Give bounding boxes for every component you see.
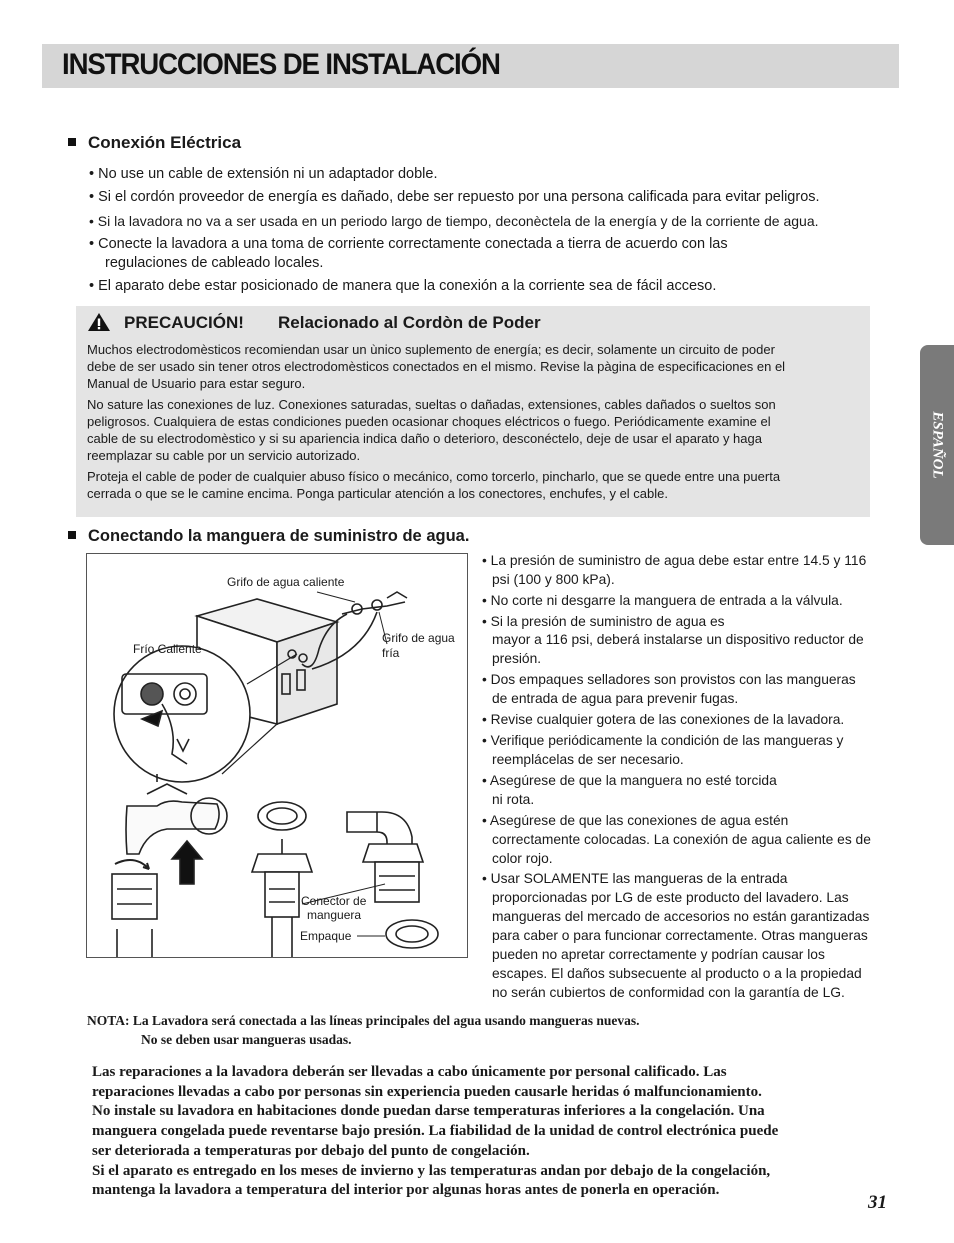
warning-text: mantenga la lavadora a temperatura del interior por algunas horas antes de ponerla en operación. [92,1182,720,1198]
water-bullet: • Dos empaques selladores son provistos con las mangueras [482,672,856,687]
installation-figure [86,553,468,958]
label-connector: Conector de [301,894,367,908]
warning-text: ser deteriorada a temperaturas por debajo del punto de congelación. [92,1143,530,1159]
water-bullet: • Si la presión de suministro de agua es [482,614,725,629]
hose-connection-illustration [87,554,467,957]
water-bullet-continued: psi (100 y 800 kPa). [492,572,615,587]
water-heading-text: Conectando la manguera de suministro de agua. [88,527,470,545]
warning-text: reparaciones llevadas a cabo por personas sin experiencia pueden causarle heridas ó malfuncionamiento. [92,1084,762,1100]
caution-text: cable de su electrodomèstico y si su apariencia indica daño o deterioro, desconéctelo, deje de usar el aparato y haga [87,431,762,446]
warning-text: No instale su lavadora en habitaciones donde puedan darse temperaturas inferiores a la congelación. Una [92,1103,765,1119]
page-title: INSTRUCCIONES DE INSTALACIÓN [62,48,500,81]
water-bullet-continued: de entrada de agua para prevenir fugas. [492,691,739,706]
water-bullet: • Usar SOLAMENTE las mangueras de la entrada [482,871,788,886]
water-bullet-continued: escapes. El daños subsecuente al producto o a la propiedad [492,966,862,981]
water-bullet: • Verifique periódicamente la condición de las mangueras y [482,733,844,748]
note-line: No se deben usar mangueras usadas. [141,1032,352,1047]
label-hot-tap: Grifo de agua caliente [227,575,345,589]
electrical-bullet-continued: regulaciones de cableado locales. [105,255,324,271]
water-bullet: • No corte ni desgarre la manguera de entrada a la válvula. [482,593,843,608]
language-tab-label: ESPAÑOL [929,411,946,479]
warning-text: manguera congelada puede reventarse bajo presión. La fiabilidad de la unidad de control electrónica puede [92,1123,779,1139]
water-bullet-continued: reemplácelas de ser necesario. [492,752,684,767]
water-bullet: • Revise cualquier gotera de las conexiones de la lavadora. [482,712,845,727]
caution-text: cerrada o que se le camine encima. Ponga particular atención a los conectores, enchufes, y el cable. [87,486,669,501]
label-cold-hot: Frío Caliente [133,642,202,656]
caution-text: Manual de Usuario para estar seguro. [87,376,306,391]
water-bullet-continued: ni rota. [492,792,535,807]
caution-text: Muchos electrodomèsticos recomiendan usar un ùnico suplemento de energía; es decir, solamente un circuito de poder [87,342,775,357]
note-line: NOTA: La Lavadora será conectada a las líneas principales del agua usando mangueras nuevas. [87,1013,640,1028]
caution-title: Relacionado al Cordòn de Poder [278,313,541,332]
water-bullet-continued: correctamente colocadas. La conexión de agua caliente es de [492,832,871,847]
warning-text: Si el aparato es entregado en los meses de invierno y las temperaturas andan por debajo de la congelación, [92,1163,771,1179]
caution-text: peligrosos. Cualquiera de estas condiciones pueden ocasionar choques eléctricos o fuego. Periódicamente examine el [87,414,771,429]
electrical-heading [68,133,241,153]
caution-text: No sature las conexiones de luz. Conexiones saturadas, sueltas o dañadas, extensiones, cables dañados o sueltos son [87,397,776,412]
caution-text: reemplazar su cable por un servicio autorizado. [87,448,361,463]
square-bullet-icon [68,138,76,146]
water-bullet: • Asegúrese de que las conexiones de agua estén [482,813,789,828]
warning-triangle-icon [87,312,111,332]
label-gasket: Empaque [300,929,352,943]
label-cold-tap: Grifo de agua [382,631,455,645]
water-bullet-continued: mayor a 116 psi, deberá instalarse un dispositivo reductor de [492,632,864,647]
water-bullet-continued: proporcionadas por LG de este producto del lavadero. Las [492,890,849,905]
electrical-bullet: • Conecte la lavadora a una toma de corriente correctamente conectada a tierra de acuerdo con las [89,236,728,252]
caution-text: Proteja el cable de poder de cualquier abuso físico o mecánico, como torcerlo, pincharlo, que se quede entre una puerta [87,469,781,484]
caution-label: PRECAUCIÓN! [124,313,244,332]
water-bullet-continued: para caber o para funcionar correctamente. Otras mangueras [492,928,868,943]
water-bullet-continued: presión. [492,651,542,666]
electrical-bullet: • No use un cable de extensión ni un adaptador doble. [89,166,438,182]
square-bullet-icon [68,531,76,539]
page-number: 31 [868,1192,887,1213]
caution-text: debe de ser usado sin tener otros electrodomèsticos conectados en el mismo. Revise la pàgina de especificaciones en el [87,359,786,374]
warning-text: Las reparaciones a la lavadora deberán ser llevadas a cabo únicamente por personal calificado. Las [92,1064,727,1080]
water-bullet-continued: mangueras del mercado de accesorios no están garantizadas [492,909,870,924]
water-bullet: • Asegúrese de que la manguera no esté torcida [482,773,777,788]
electrical-heading-text: Conexión Eléctrica [88,133,242,152]
water-bullet-continued: pueden no apretar correctamente y podrían causar los [492,947,825,962]
water-bullet-continued: no serán cubiertos de conformidad con la garantía de LG. [492,985,845,1000]
label-connector: manguera [307,908,362,922]
water-bullet-continued: color rojo. [492,851,553,866]
electrical-bullet: • El aparato debe estar posicionado de manera que la conexión a la corriente sea de fácil acceso. [89,278,717,294]
electrical-bullet: • Si el cordón proveedor de energía es dañado, debe ser repuesto por una persona calificada para evitar peligros. [89,189,820,205]
water-heading [68,527,469,546]
water-bullet: • La presión de suministro de agua debe estar entre 14.5 y 116 [482,553,867,568]
label-cold-tap: fría [382,646,400,660]
electrical-bullet: • Si la lavadora no va a ser usada en un periodo largo de tiempo, deconèctela de la energía y de la corriente de agua. [89,213,819,229]
